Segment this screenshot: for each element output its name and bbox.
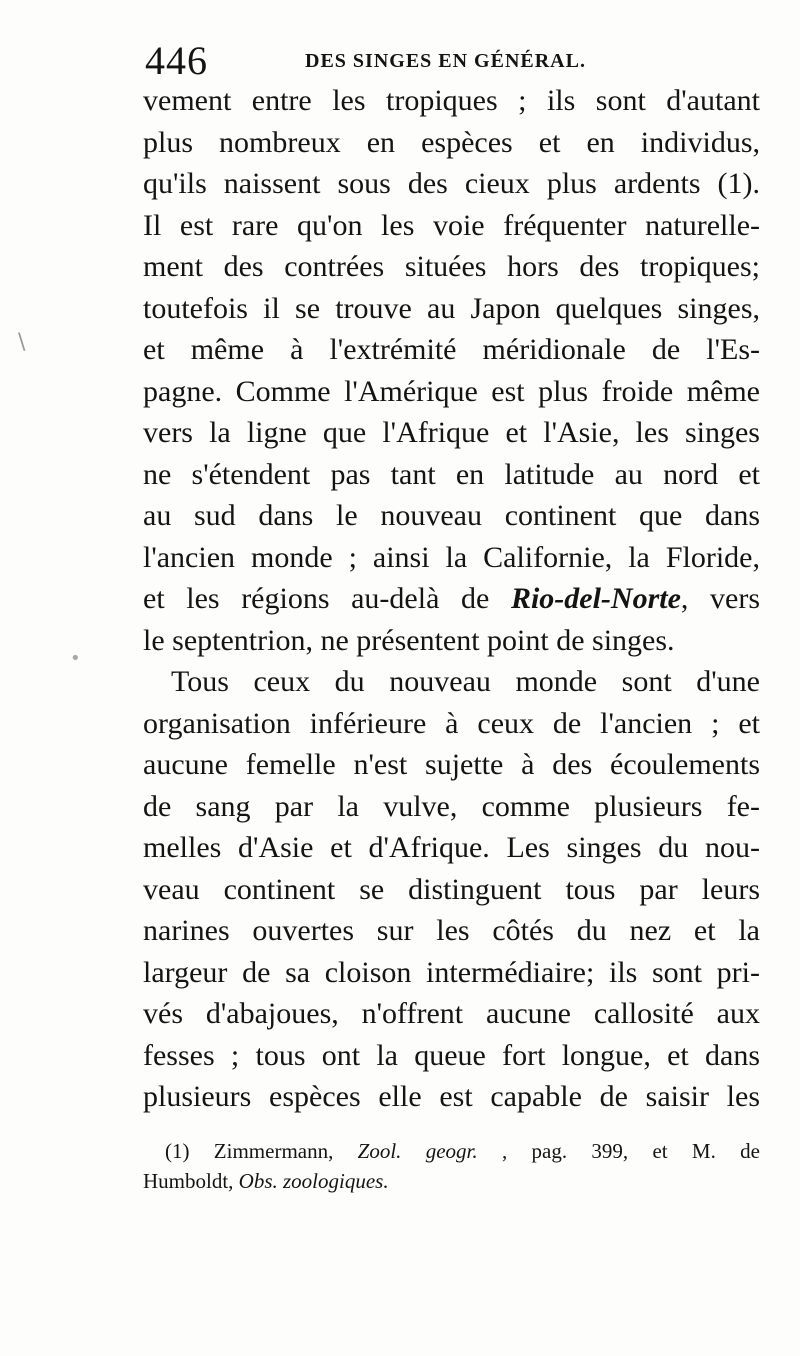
page-number: 446 xyxy=(145,38,208,83)
footnote-text: , pag. 399, et M. de xyxy=(477,1139,760,1163)
footnote-line xyxy=(143,1166,760,1196)
footnote-text: Humboldt, xyxy=(143,1169,239,1193)
text-line: largeur de sa cloison intermédiaire; ils sont pri- xyxy=(143,955,760,989)
text-line: ne s'étendent pas tant en latitude au nord et xyxy=(143,457,760,491)
footnote-italic-title: Zool. geogr. xyxy=(357,1139,478,1163)
text-line: qu'ils naissent sous des cieux plus ardents (1). xyxy=(143,167,760,200)
text-line: de sang par la vulve, comme plusieurs fe- xyxy=(143,789,760,823)
text-line: veau continent se distinguent tous par leurs xyxy=(143,872,760,906)
text-line: narines ouvertes sur les côtés du nez et la xyxy=(143,914,760,947)
text-line: et même à l'extrémité méridionale de l'Es- xyxy=(143,333,760,366)
text-line: aucune femelle n'est sujette à des écoulements xyxy=(143,748,760,781)
text-line: Il est rare qu'on les voie fréquenter naturelle- xyxy=(143,208,760,242)
text-line: fesses ; tous ont la queue fort longue, et dans xyxy=(143,1038,760,1072)
text-line: organisation inférieure à ceux de l'ancien ; et xyxy=(143,706,760,740)
page-header xyxy=(145,36,765,86)
text-line: au sud dans le nouveau continent que dans xyxy=(143,499,760,532)
text-line: pagne. Comme l'Amérique est plus froide même xyxy=(143,374,760,408)
text-line: toutefois il se trouve au Japon quelques singes, xyxy=(143,291,760,325)
text-line: melles d'Asie et d'Afrique. Les singes du nou- xyxy=(143,831,760,864)
footnote-line xyxy=(143,1136,760,1166)
footnote-italic-title: Obs. zoologiques. xyxy=(238,1169,389,1193)
margin-mark: \ xyxy=(18,330,26,355)
text-segment: , vers xyxy=(680,582,760,615)
text-line: vement entre les tropiques ; ils sont d'autant xyxy=(143,84,760,117)
text-line: plusieurs espèces elle est capable de saisir les xyxy=(143,1080,760,1113)
text-line-paragraph-end: le septentrion, ne présentent point de singes. xyxy=(143,623,675,657)
footnote xyxy=(143,1136,760,1196)
body-text xyxy=(143,80,760,1118)
running-head: DES SINGES EN GÉNÉRAL. xyxy=(305,50,586,72)
text-line: vés d'abajoues, n'offrent aucune callosité aux xyxy=(143,997,760,1030)
text-line: ment des contrées situées hors des tropiques; xyxy=(143,250,760,283)
italic-place-name: Rio-del-Norte xyxy=(510,582,681,615)
margin-dot: • xyxy=(70,648,81,669)
text-line: plus nombreux en espèces et en individus, xyxy=(143,125,760,159)
text-line-paragraph-start: Tous ceux du nouveau monde sont d'une xyxy=(171,665,760,698)
text-line: l'ancien monde ; ainsi la Californie, la Floride, xyxy=(143,540,760,574)
footnote-text: (1) Zimmermann, xyxy=(165,1139,358,1163)
text-line: vers la ligne que l'Afrique et l'Asie, les singes xyxy=(143,416,760,449)
text-line-with-italic xyxy=(143,578,760,620)
text-segment: et les régions au-delà de xyxy=(143,582,511,615)
